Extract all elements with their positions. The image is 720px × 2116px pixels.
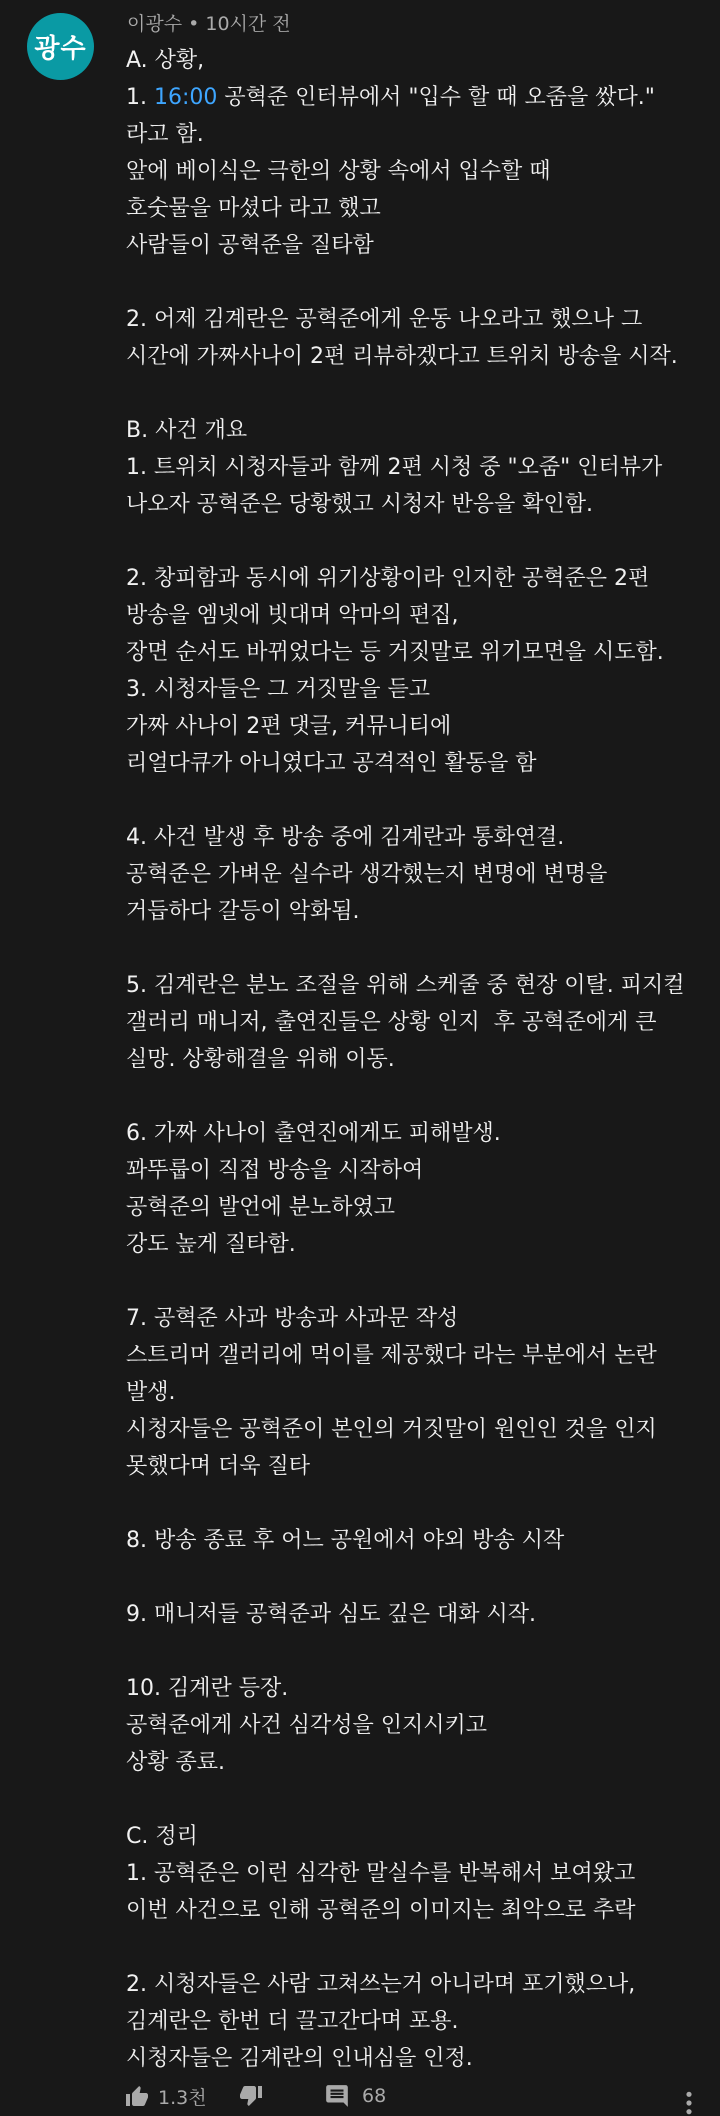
comment-line: 9. 매니저들 공혁준과 심도 깊은 대화 시작. xyxy=(126,1602,536,1627)
comment-line: 공혁준에게 사건 심각성을 인지시키고 xyxy=(126,1713,488,1738)
blank-line xyxy=(126,1263,711,1300)
comment-line: B. 사건 개요 xyxy=(126,418,248,443)
author-name[interactable]: 이광수 xyxy=(127,13,183,35)
comment-line: 가짜 사나이 2편 댓글, 커뮤니티에 xyxy=(126,714,452,739)
comment-line: 꽈뚜룹이 직접 방송을 시작하여 xyxy=(126,1158,424,1183)
comment-line: 4. 사건 발생 후 방송 중에 김계란과 통화연결. xyxy=(126,825,565,850)
blank-line xyxy=(126,1633,711,1670)
comment-line: 스트리머 갤러리에 먹이를 제공했다 라는 부분에서 논란 xyxy=(126,1343,657,1368)
reply-button[interactable] xyxy=(324,2083,386,2109)
comment-line: 6. 가짜 사나이 출연진에게도 피해발생. xyxy=(126,1121,501,1146)
comment-line: C. 정리 xyxy=(126,1824,198,1849)
avatar[interactable]: 광수 xyxy=(27,13,94,80)
comment-line: 시간에 가짜사나이 2편 리뷰하겠다고 트위치 방송을 시작. xyxy=(126,344,678,369)
comment-line: 호숫물을 마셨다 라고 했고 xyxy=(126,196,381,221)
comment-line: 1. 트위치 시청자들과 함께 2편 시청 중 "오줌" 인터뷰가 xyxy=(126,455,663,480)
comment-line xyxy=(126,79,711,116)
comment-time[interactable]: 10시간 전 xyxy=(205,13,291,35)
more-options-button[interactable] xyxy=(682,2090,696,2116)
comment-line: 리얼다큐가 아니였다고 공격적인 활동을 함 xyxy=(126,751,537,776)
comment-line: 방송을 엠넷에 빗대며 악마의 편집, xyxy=(126,603,459,628)
timestamp-link[interactable]: 16:00 xyxy=(153,85,218,110)
comment-line: 사람들이 공혁준을 질타함 xyxy=(126,233,374,258)
comment-meta xyxy=(127,9,291,36)
comment-line: 공혁준은 가벼운 실수라 생각했는지 변명에 변명을 xyxy=(126,862,608,887)
comment-line: 2. 창피함과 동시에 위기상황이라 인지한 공혁준은 2편 xyxy=(126,566,650,591)
comment-line: 앞에 베이식은 극한의 상황 속에서 입수할 때 xyxy=(126,159,551,184)
line-prefix: 1. xyxy=(126,85,154,110)
comment-line: 라고 함. xyxy=(126,122,204,147)
blank-line xyxy=(126,523,711,560)
comment-line: 갤러리 매니저, 출연진들은 상황 인지 후 공혁준에게 큰 xyxy=(126,1010,657,1035)
comment-icon xyxy=(324,2083,350,2109)
comment-line: 1. 공혁준은 이런 심각한 말실수를 반복해서 보여왔고 xyxy=(126,1861,636,1886)
line-suffix: 공혁준 인터뷰에서 "입수 할 때 오줌을 쌌다." xyxy=(217,85,655,110)
comment-line: 시청자들은 김계란의 인내심을 인정. xyxy=(126,2046,473,2071)
comment-line: 상황 종료. xyxy=(126,1750,225,1775)
more-vert-icon xyxy=(682,2090,696,2116)
comment-line: 거듭하다 갈등이 악화됨. xyxy=(126,899,360,924)
comment-line: 발생. xyxy=(126,1380,176,1405)
reply-count: 68 xyxy=(362,2085,387,2107)
blank-line xyxy=(126,1485,711,1522)
blank-line xyxy=(126,782,711,819)
comment-body xyxy=(126,42,711,2077)
blank-line xyxy=(126,1929,711,1966)
comment-line: 김계란은 한번 더 끌고간다며 포용. xyxy=(126,2009,459,2034)
thumbs-down-icon xyxy=(238,2083,264,2107)
dislike-button[interactable] xyxy=(238,2083,264,2107)
blank-line xyxy=(126,264,711,301)
comment-line: 장면 순서도 바뀌었다는 등 거짓말로 위기모면을 시도함. xyxy=(126,640,664,665)
comment-line: 실망. 상황해결을 위해 이동. xyxy=(126,1047,395,1072)
comment-line: 2. 어제 김계란은 공혁준에게 운동 나오라고 했으나 그 xyxy=(126,307,643,332)
comment-line: 10. 김계란 등장. xyxy=(126,1676,289,1701)
blank-line xyxy=(126,1078,711,1115)
comment-line: 시청자들은 공혁준이 본인의 거짓말이 원인인 것을 인지 xyxy=(126,1417,657,1442)
comment-line: 못했다며 더욱 질타 xyxy=(126,1454,311,1479)
comment-line: 7. 공혁준 사과 방송과 사과문 작성 xyxy=(126,1306,459,1331)
blank-line xyxy=(126,930,711,967)
meta-separator: • xyxy=(188,13,200,35)
like-button[interactable] xyxy=(124,2083,207,2110)
blank-line xyxy=(126,375,711,412)
comment-line: 나오자 공혁준은 당황했고 시청자 반응을 확인함. xyxy=(126,492,594,517)
thumbs-up-icon xyxy=(124,2085,150,2109)
comment-line: 강도 높게 질타함. xyxy=(126,1232,296,1257)
like-count: 1.3천 xyxy=(158,2087,207,2109)
comment-line: 이번 사건으로 인해 공혁준의 이미지는 최악으로 추락 xyxy=(126,1898,636,1923)
blank-line xyxy=(126,1559,711,1596)
comment-line: 5. 김계란은 분노 조절을 위해 스케줄 중 현장 이탈. 피지컬 xyxy=(126,973,685,998)
comment-line: A. 상황, xyxy=(126,48,205,73)
comment-line: 2. 시청자들은 사람 고쳐쓰는거 아니라며 포기했으나, xyxy=(126,1972,636,1997)
blank-line xyxy=(126,1781,711,1818)
comment-line: 공혁준의 발언에 분노하였고 xyxy=(126,1195,396,1220)
comment-line: 8. 방송 종료 후 어느 공원에서 야외 방송 시작 xyxy=(126,1528,565,1553)
comment-line: 3. 시청자들은 그 거짓말을 듣고 xyxy=(126,677,430,702)
